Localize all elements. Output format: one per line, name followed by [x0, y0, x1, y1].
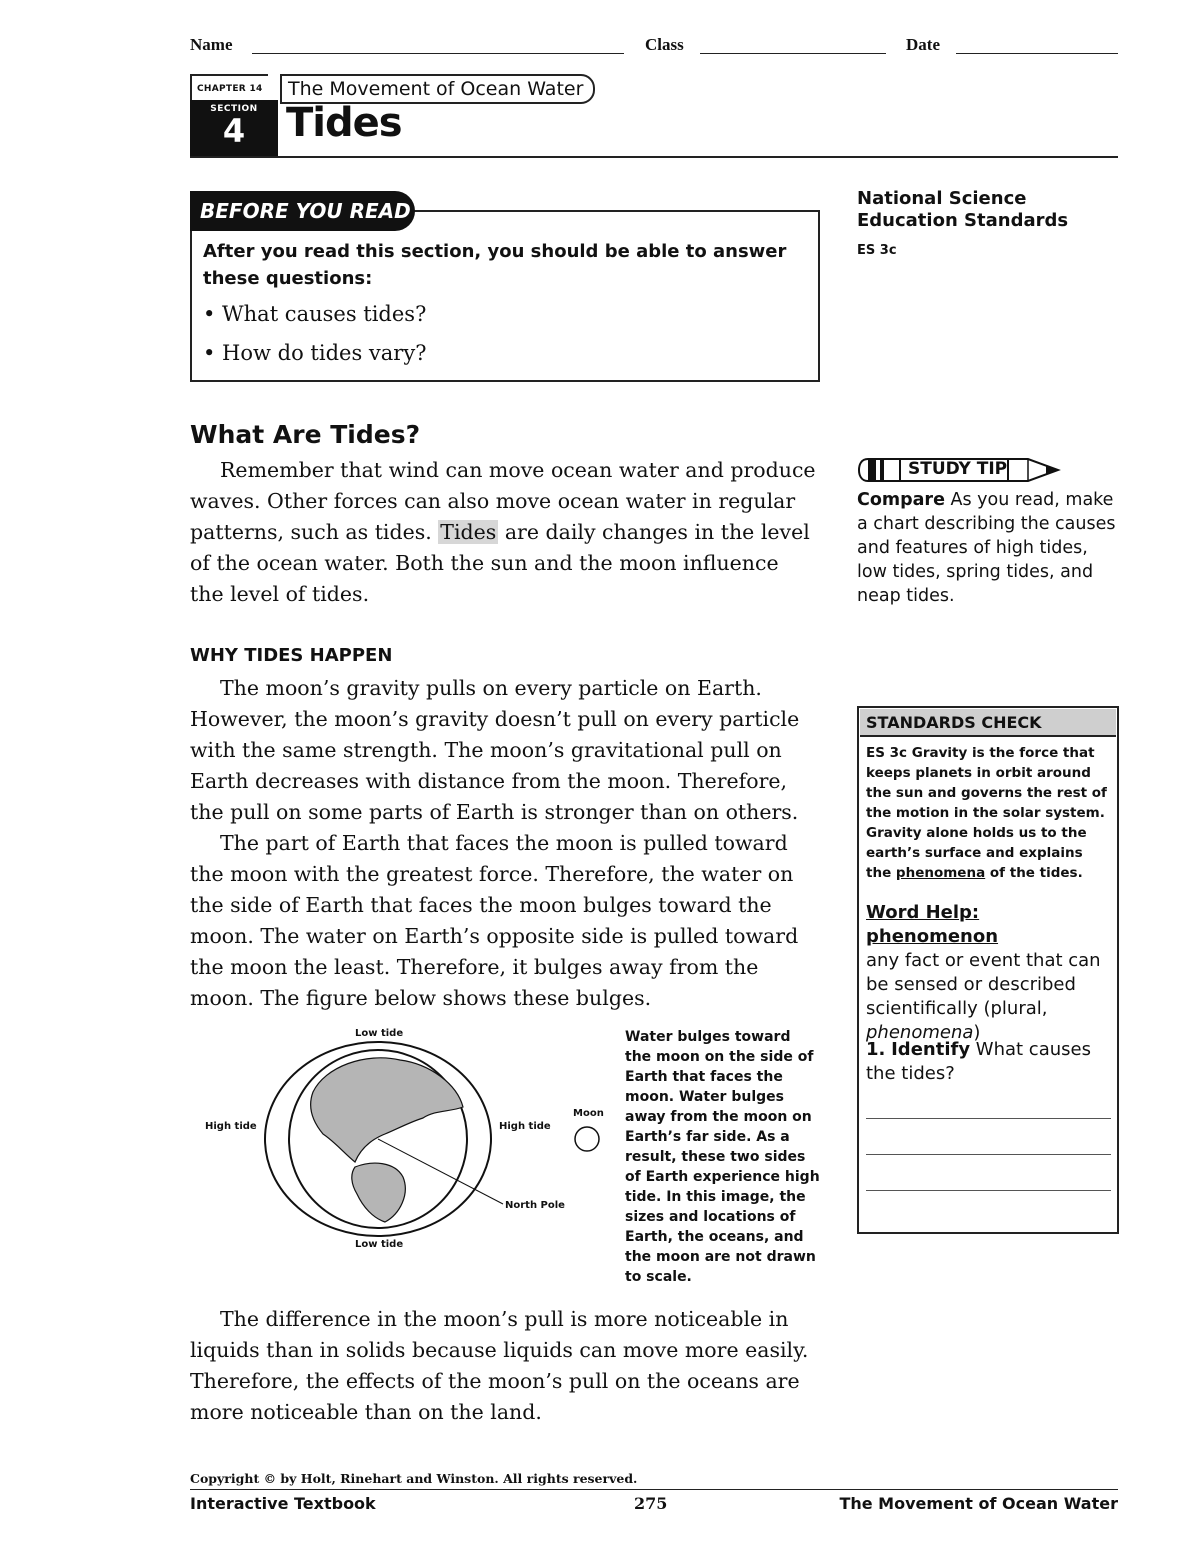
section-title: Tides	[286, 100, 402, 146]
standards-check-code: ES 3c	[866, 745, 908, 761]
section-label: SECTION	[210, 104, 258, 114]
study-tip-text	[857, 488, 1119, 608]
question-1-number: 1.	[866, 1039, 886, 1060]
subheading-why-tides: WHY TIDES HAPPEN	[190, 645, 393, 666]
date-label: Date	[906, 35, 940, 54]
byr-question-1: • What causes tides?	[203, 302, 427, 326]
word-help-label: Word Help: phenomenon	[866, 902, 999, 947]
question-1-verb: Identify	[891, 1039, 971, 1060]
name-label: Name	[190, 35, 233, 54]
figure-caption: Water bulges toward the moon on the side of Earth that faces the moon. Water bulges away from the moon on Earth’s far side. As a result, these two sides of Earth experience high tide. In this image, the sizes and locations of Earth, the oceans, and the moon are not drawn to scale.	[625, 1029, 820, 1285]
footer-book-title: Interactive Textbook	[190, 1494, 376, 1513]
footer-chapter-title: The Movement of Ocean Water	[839, 1494, 1118, 1513]
low-tide-top-label: Low tide	[355, 1028, 404, 1039]
paragraph-1	[190, 455, 818, 610]
word-help	[866, 901, 1111, 1045]
study-tip-body: As you read, make a chart describing the causes and features of high tides, low tides, spring tides, and neap tides.	[857, 490, 1116, 606]
class-field-line[interactable]	[700, 53, 886, 54]
question-1	[866, 1038, 1111, 1086]
p1-text-b: are daily changes in the level of the ocean water. Both the sun and the moon influence the level of tides.	[190, 520, 810, 606]
paragraph-4	[190, 1304, 818, 1428]
moon-label: Moon	[573, 1108, 604, 1119]
section-divider	[190, 156, 1118, 158]
low-tide-bottom-label: Low tide	[355, 1239, 404, 1250]
word-help-end: )	[973, 1022, 981, 1043]
p4-text: The difference in the moon’s pull is more noticeable in liquids than in solids because liquids can move more easily. Therefore, the effects of the moon’s pull on the oceans are more noticeable than on the land.	[190, 1307, 809, 1424]
page-number: 275	[634, 1494, 668, 1513]
answer-line-3[interactable]	[866, 1190, 1111, 1191]
study-tip-badge	[858, 457, 1063, 483]
date-field-line[interactable]	[956, 53, 1118, 54]
p1-text-a: Remember that wind can move ocean water and produce waves. Other forces can also move ocean water in regular patterns, such as tides.	[190, 458, 816, 544]
word-help-plural: phenomena	[866, 1022, 974, 1043]
moon-circle	[575, 1127, 599, 1151]
footer-divider	[190, 1489, 1118, 1490]
class-label: Class	[645, 35, 684, 54]
chapter-tag-label: CHAPTER 14	[197, 84, 263, 94]
standards-title: National Science Education Standards	[857, 188, 1069, 231]
high-tide-left-label: High tide	[205, 1121, 257, 1132]
before-you-read-intro: After you read this section, you should be able to answer these questions:	[203, 241, 787, 289]
study-tip-label: STUDY TIP	[908, 459, 1008, 479]
standards-check-body: Gravity is the force that keeps planets in orbit around the sun and governs the rest of the motion in the solar system. Gravity alone holds us to the earth’s surface and explains the	[866, 745, 1107, 881]
question-1-text: What causes the tides?	[866, 1039, 1091, 1084]
earth-tides-diagram	[195, 1022, 615, 1262]
tides-figure	[195, 1022, 615, 1262]
standards-code: ES 3c	[857, 243, 897, 258]
p2-text: The moon’s gravity pulls on every particle on Earth. However, the moon’s gravity doesn’t pull on every particle with the same strength. The moon’s gravitational pull on Earth decreases with distance from the moon. Therefore, the pull on some parts of Earth is stronger than on others.	[190, 676, 800, 824]
standards-check-text	[866, 743, 1111, 883]
word-help-definition: any fact or event that can be sensed or described scientifically (plural,	[866, 950, 1101, 1019]
vocab-term-tides[interactable]: Tides	[440, 520, 497, 544]
high-tide-right-label: High tide	[499, 1121, 551, 1132]
main-heading: What Are Tides?	[190, 420, 421, 449]
answer-line-1[interactable]	[866, 1118, 1111, 1119]
section-badge	[190, 100, 278, 157]
before-you-read-tab: BEFORE YOU READ	[190, 191, 415, 231]
chapter-title: The Movement of Ocean Water	[280, 74, 595, 104]
standards-check-title: STANDARDS CHECK	[860, 709, 1116, 737]
paragraph-2	[190, 673, 818, 1014]
north-pole-label: North Pole	[505, 1200, 565, 1211]
standards-check-end: of the tides.	[985, 865, 1083, 881]
study-tip-lead: Compare	[857, 490, 945, 510]
copyright: Copyright © by Holt, Rinehart and Winston. All rights reserved.	[190, 1471, 638, 1486]
standards-check-underlined: phenomena	[895, 865, 986, 881]
p3-text: The part of Earth that faces the moon is pulled toward the moon with the greatest force. Therefore, the water on the side of Earth that faces the moon bulges toward the moon. The water on Earth’s opposite side is pulled toward the moon the least. Therefore, it bulges away from the moon. The figure below shows these bulges.	[190, 831, 799, 1010]
name-field-line[interactable]	[252, 53, 624, 54]
byr-question-2: • How do tides vary?	[203, 341, 427, 365]
answer-line-2[interactable]	[866, 1154, 1111, 1155]
section-number: 4	[222, 112, 246, 150]
